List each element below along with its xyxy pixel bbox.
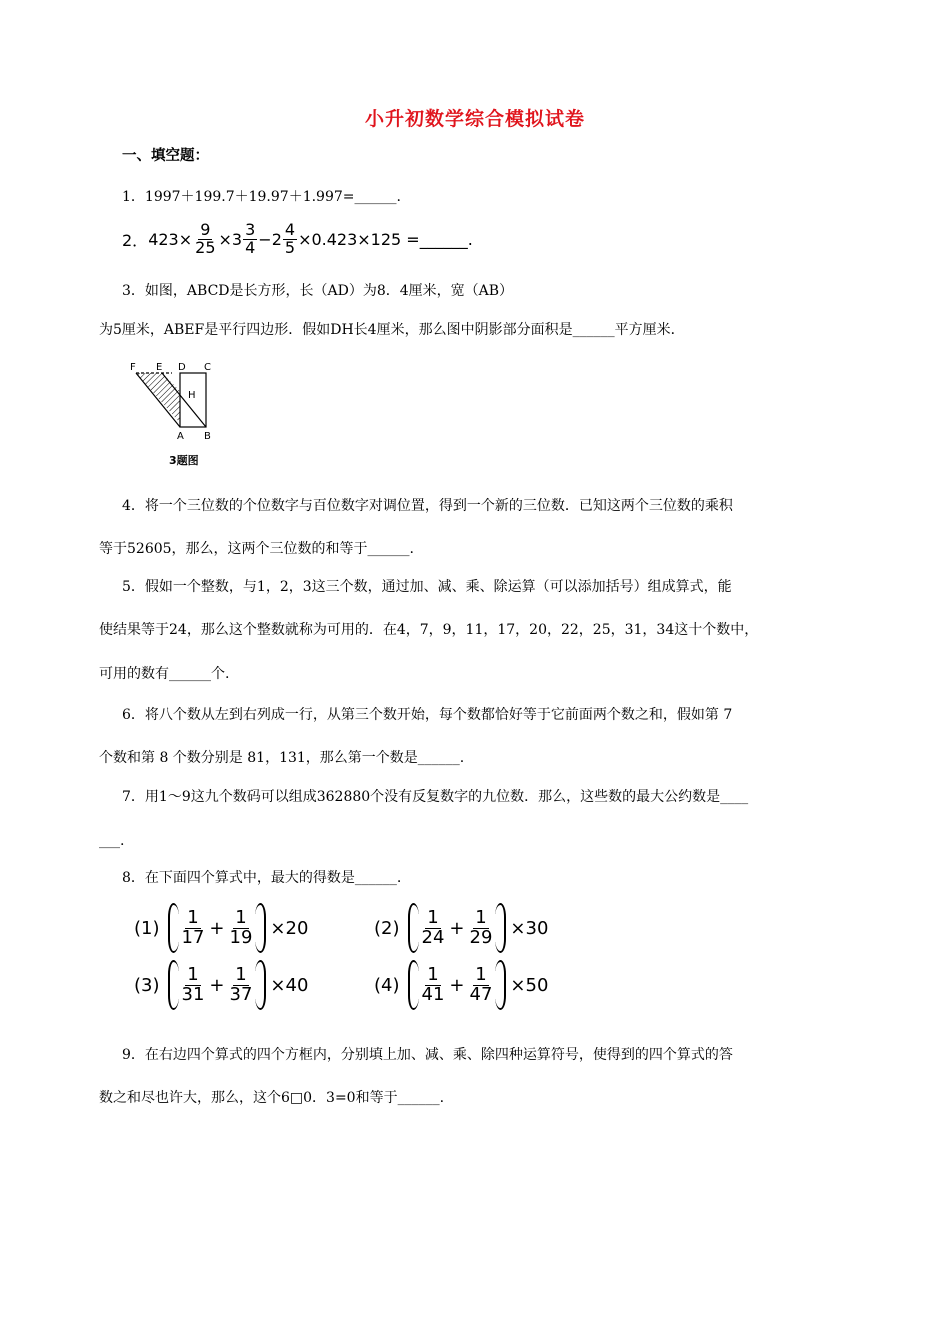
plus-sign: + bbox=[449, 917, 465, 939]
q2-tail: ×0.423×125 =______. bbox=[298, 229, 473, 249]
question-6-line-2: 个数和第 8 个数分别是 81，131，那么第一个数是______. bbox=[99, 750, 465, 766]
minus-sign: − bbox=[258, 229, 272, 249]
fraction bbox=[180, 963, 207, 1005]
question-7-line-2: ___. bbox=[99, 833, 125, 849]
denominator: 25 bbox=[195, 237, 216, 257]
question-4-line-2: 等于52605，那么，这两个三位数的和等于______. bbox=[99, 541, 414, 557]
multiplier: ×50 bbox=[510, 974, 549, 996]
question-5-line-1: 5．假如一个整数，与1，2，3这三个数，通过加、减、乘、除运算（可以添加括号）组成算式，能 bbox=[122, 579, 732, 595]
question-9-line-2: 数之和尽也许大，那么，这个6□0．3=0和等于______. bbox=[99, 1090, 445, 1106]
section-heading: 一、填空题： bbox=[122, 147, 209, 164]
denominator: 41 bbox=[421, 983, 445, 1005]
q2-fraction-1 bbox=[193, 222, 217, 257]
question-8: 8．在下面四个算式中，最大的得数是______. bbox=[122, 870, 402, 886]
expression-label: (1) bbox=[134, 917, 160, 939]
numerator: 4 bbox=[284, 220, 296, 239]
expression-label: (3) bbox=[134, 974, 160, 996]
multiplier: ×40 bbox=[270, 974, 309, 996]
label-f: F bbox=[130, 362, 136, 373]
label-c: C bbox=[204, 362, 211, 373]
numerator: 1 bbox=[187, 963, 199, 985]
fraction bbox=[468, 906, 495, 948]
multiplier: ×30 bbox=[510, 917, 549, 939]
denominator: 5 bbox=[284, 237, 296, 257]
denominator: 29 bbox=[469, 926, 493, 948]
fraction bbox=[468, 963, 495, 1005]
left-paren bbox=[408, 960, 419, 1010]
times-sign: × bbox=[218, 229, 232, 249]
denominator: 4 bbox=[245, 237, 256, 257]
whole-part: 2 bbox=[271, 229, 282, 249]
fraction bbox=[420, 963, 447, 1005]
right-paren bbox=[255, 903, 266, 953]
question-6-line-1: 6．将八个数从左到右列成一行，从第三个数开始，每个数都恰好等于它前面两个数之和，假如第 7 bbox=[122, 707, 733, 723]
q2-a: 423 bbox=[148, 229, 179, 249]
multiplier: ×20 bbox=[270, 917, 309, 939]
numerator: 1 bbox=[427, 963, 439, 985]
label-e: E bbox=[156, 362, 163, 373]
q8-expression-3 bbox=[134, 960, 308, 1010]
numerator: 1 bbox=[235, 963, 247, 985]
question-3-line-2: 为5厘米，ABEF是平行四边形．假如DH长4厘米，那么图中阴影部分面积是______平方厘米． bbox=[99, 322, 685, 338]
label-a: A bbox=[177, 431, 184, 442]
q2-fraction-2 bbox=[243, 222, 257, 257]
question-1: 1．1997＋199.7＋19.97＋1.997=______. bbox=[122, 189, 401, 205]
numerator: 3 bbox=[245, 220, 256, 239]
figure-caption: 3题图 bbox=[169, 454, 199, 467]
right-paren bbox=[495, 903, 506, 953]
times-sign: × bbox=[178, 229, 193, 249]
question-3-figure bbox=[124, 360, 224, 470]
left-paren bbox=[408, 903, 419, 953]
left-paren bbox=[168, 960, 179, 1010]
question-7-line-1: 7．用1～9这九个数码可以组成362880个没有反复数字的九位数．那么，这些数的最大公约数是____ bbox=[122, 789, 749, 805]
plus-sign: + bbox=[449, 974, 465, 996]
right-paren bbox=[255, 960, 266, 1010]
numerator: 1 bbox=[475, 906, 487, 928]
expression-label: (2) bbox=[374, 917, 400, 939]
plus-sign: + bbox=[209, 917, 225, 939]
numerator: 1 bbox=[187, 906, 199, 928]
denominator: 47 bbox=[469, 983, 493, 1005]
numerator: 1 bbox=[235, 906, 247, 928]
label-d: D bbox=[178, 362, 186, 373]
question-4-line-1: 4．将一个三位数的个位数字与百位数字对调位置，得到一个新的三位数．已知这两个三位数的乘积 bbox=[122, 498, 733, 514]
question-3-line-1: 3．如图，ABCD是长方形，长（AD）为8．4厘米，宽（AB） bbox=[122, 283, 514, 299]
question-5-line-3: 可用的数有______个. bbox=[99, 666, 230, 682]
label-h: H bbox=[188, 390, 196, 401]
denominator: 24 bbox=[421, 926, 445, 948]
denominator: 37 bbox=[229, 983, 253, 1005]
expression-label: (4) bbox=[374, 974, 400, 996]
page-title: 小升初数学综合模拟试卷 bbox=[364, 108, 585, 130]
left-paren bbox=[168, 903, 179, 953]
q2-label: 2． bbox=[122, 230, 149, 250]
q8-expression-2 bbox=[374, 903, 548, 953]
q8-expression-4 bbox=[374, 960, 548, 1010]
q2-fraction-3 bbox=[283, 222, 297, 257]
fraction bbox=[180, 906, 207, 948]
plus-sign: + bbox=[209, 974, 225, 996]
q8-expression-1 bbox=[134, 903, 308, 953]
question-5-line-2: 使结果等于24，那么这个整数就称为可用的．在4，7，9，11，17，20，22，25，31，34这十个数中， bbox=[99, 622, 759, 638]
fraction bbox=[420, 906, 447, 948]
denominator: 31 bbox=[181, 983, 205, 1005]
numerator: 9 bbox=[200, 220, 211, 239]
denominator: 17 bbox=[181, 926, 205, 948]
whole-part: 3 bbox=[231, 229, 243, 249]
question-2 bbox=[122, 222, 473, 257]
question-9-line-1: 9．在右边四个算式的四个方框内，分别填上加、减、乘、除四种运算符号，使得到的四个算式的答 bbox=[122, 1047, 733, 1063]
q2-mixed-number-1 bbox=[232, 222, 258, 257]
right-paren bbox=[495, 960, 506, 1010]
numerator: 1 bbox=[475, 963, 487, 985]
label-b: B bbox=[204, 431, 211, 442]
fraction bbox=[228, 906, 255, 948]
q2-mixed-number-2 bbox=[272, 222, 298, 257]
denominator: 19 bbox=[229, 926, 253, 948]
numerator: 1 bbox=[427, 906, 439, 928]
fraction bbox=[228, 963, 255, 1005]
